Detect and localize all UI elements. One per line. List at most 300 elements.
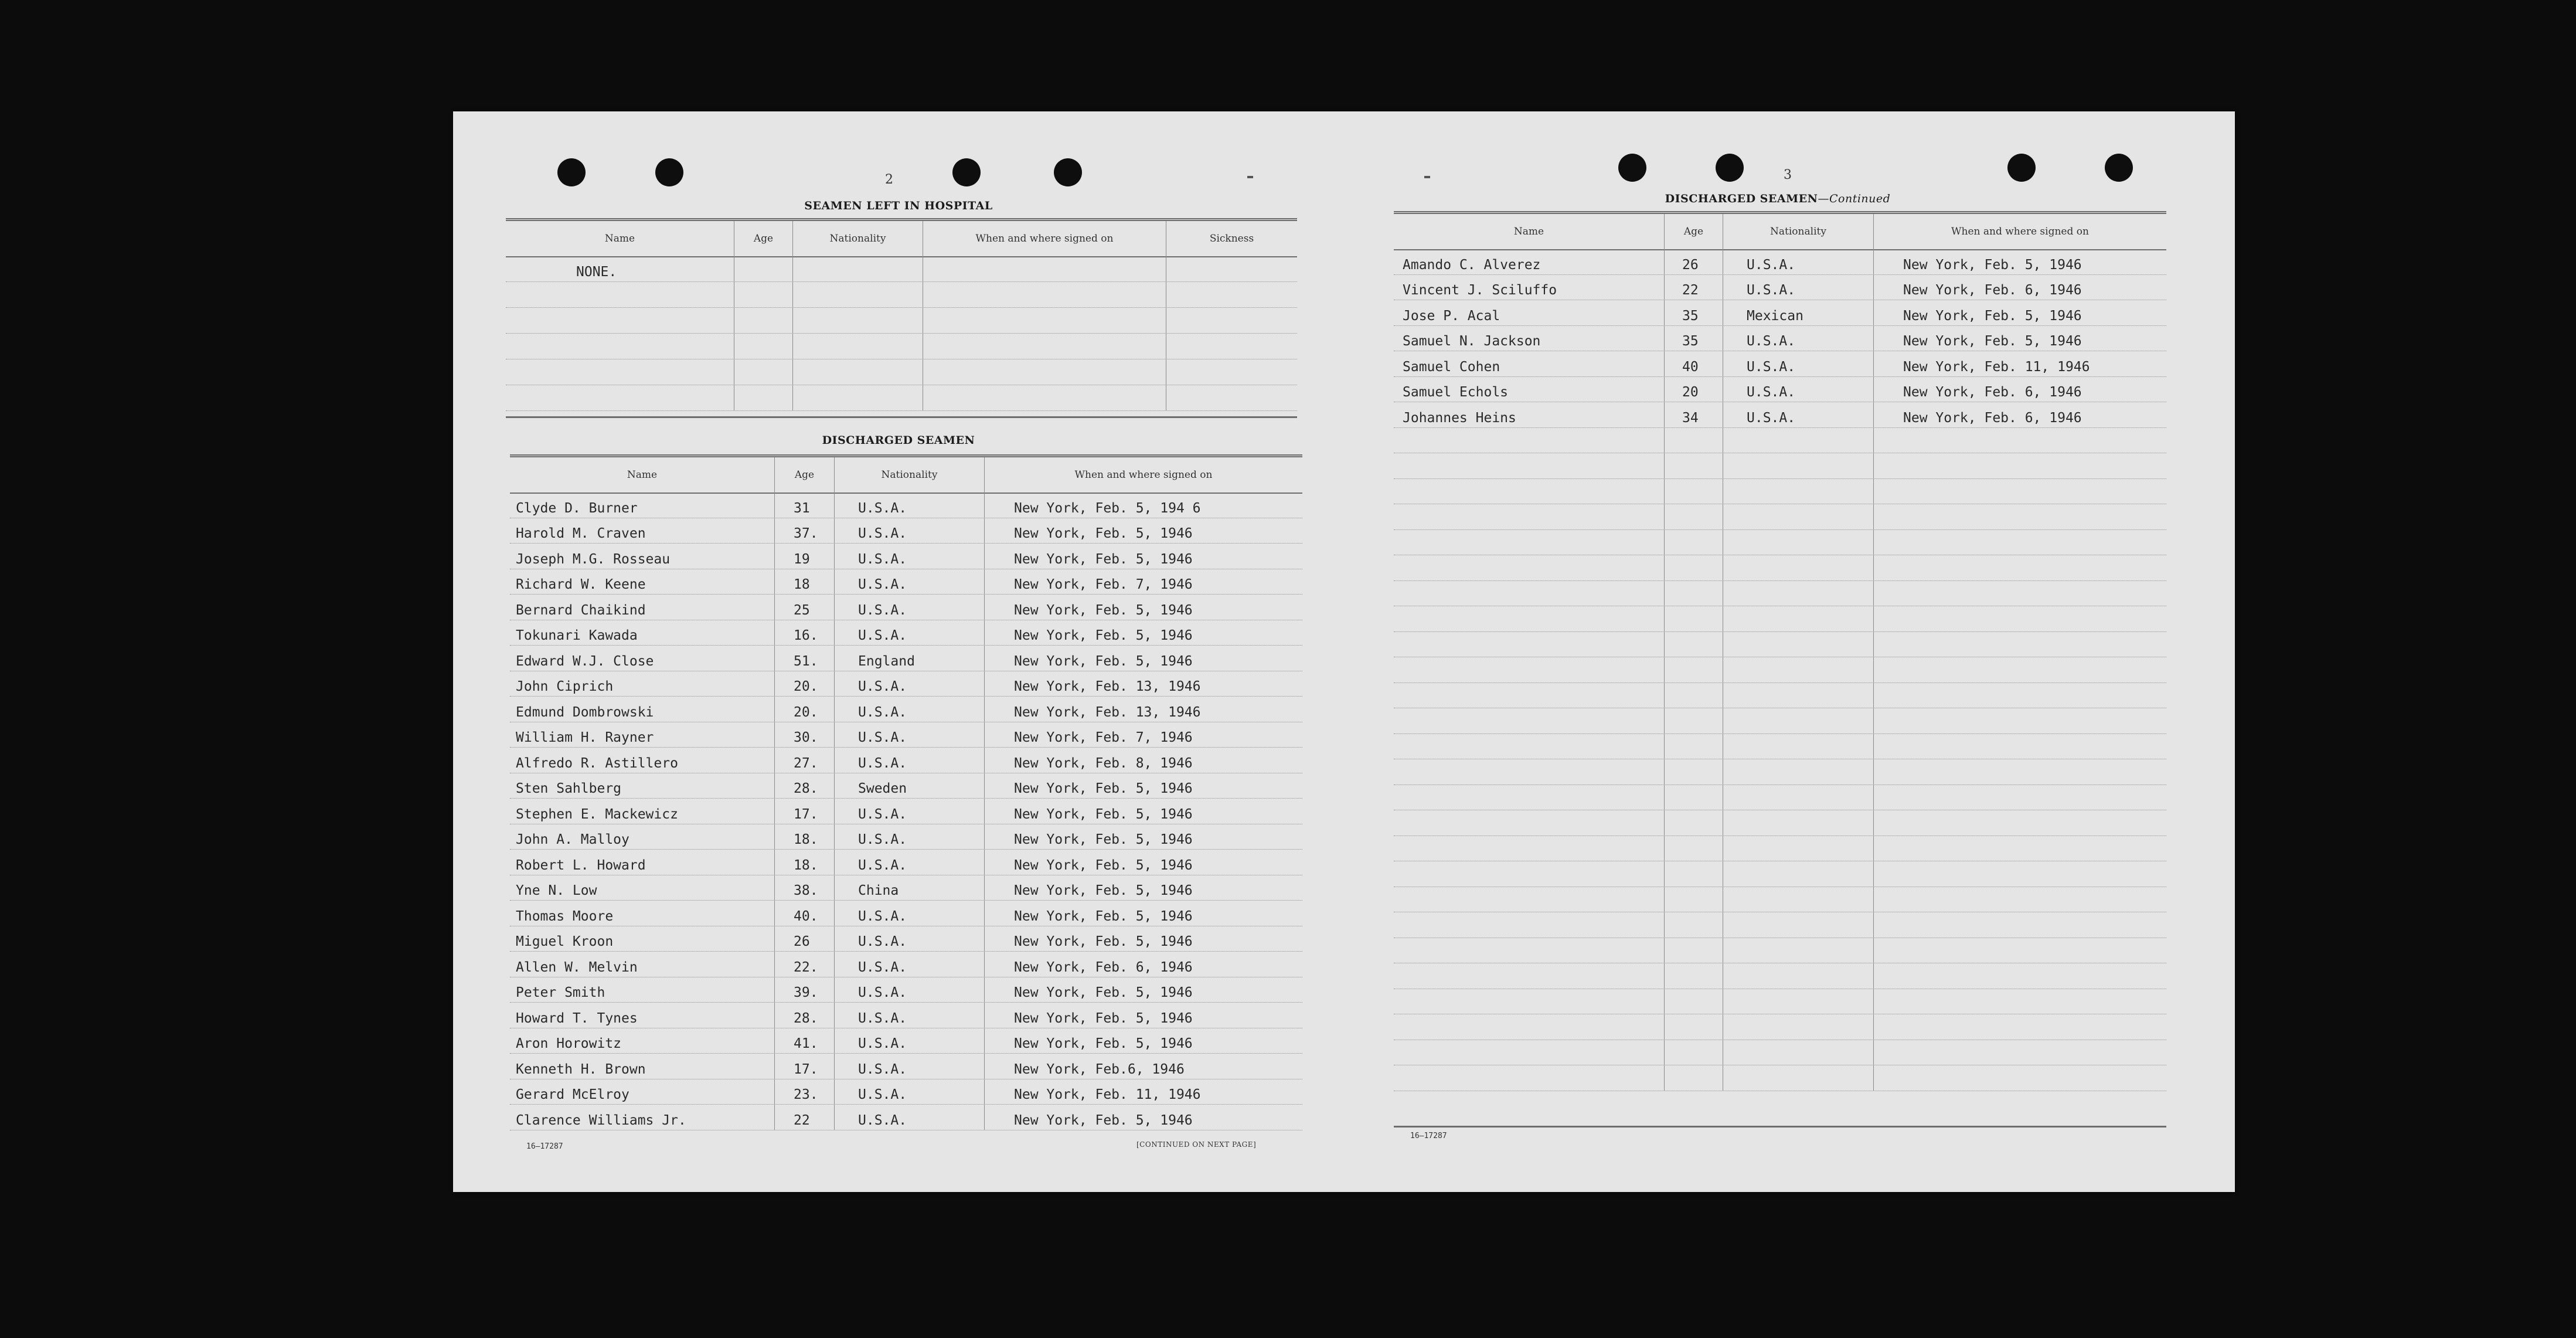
discharged-left-row	[510, 1028, 1302, 1054]
discharged-left-cell: Sten Sahlberg	[510, 773, 775, 799]
discharged-right-blank-cell	[1394, 938, 1665, 963]
discharged-right-blank-cell	[1723, 759, 1874, 785]
discharged-left-cell: Aron Horowitz	[510, 1028, 775, 1054]
discharged-right-blank-cell	[1874, 861, 2166, 887]
hospital-header-age: Age	[734, 221, 793, 256]
discharged-right-blank-row	[1394, 632, 2166, 658]
discharged-right-blank-cell	[1723, 606, 1874, 631]
hospital-row	[506, 385, 1297, 411]
discharged-left-cell: New York, Feb. 5, 1946	[1014, 628, 1193, 643]
hospital-cell	[734, 256, 793, 281]
discharged-right-blank-cell	[1874, 708, 2166, 733]
discharged-right-blank-row	[1394, 938, 2166, 964]
discharged-right-blank-cell	[1874, 1040, 2166, 1065]
hospital-cell	[1166, 334, 1297, 359]
discharged-table-right-body	[1394, 249, 2166, 1091]
discharged-right-cell: New York, Feb. 5, 1946	[1903, 257, 2082, 273]
hospital-row	[506, 334, 1297, 359]
discharged-right-blank-row	[1394, 479, 2166, 505]
discharged-header-signed-on: When and where signed on	[1074, 469, 1213, 481]
discharged-right-blank-row	[1394, 836, 2166, 862]
discharged-right-row	[1394, 275, 2166, 301]
discharged-right-cell: New York, Feb. 5, 1946	[1903, 308, 2082, 324]
discharged-right-blank-cell	[1394, 428, 1665, 453]
discharged-right-cell: Samuel Cohen	[1394, 351, 1665, 376]
hospital-header-nationality: Nationality	[793, 221, 923, 256]
discharged-right-blank-row	[1394, 453, 2166, 479]
hospital-cell	[1166, 308, 1297, 333]
discharged-right-header-name: Name	[1394, 214, 1665, 249]
hospital-header-sickness: Sickness	[1209, 233, 1254, 244]
hospital-cell: NONE.	[506, 256, 734, 281]
hospital-cell	[923, 385, 1166, 410]
discharged-right-blank-cell	[1874, 632, 2166, 657]
discharged-right-blank-cell	[1665, 887, 1723, 912]
discharged-left-cell: Bernard Chaikind	[510, 595, 775, 620]
hospital-title: SEAMEN LEFT IN HOSPITAL	[804, 199, 993, 212]
discharged-right-blank-cell	[1665, 759, 1723, 785]
discharged-left-cell: Peter Smith	[510, 977, 775, 1003]
discharged-right-blank-cell	[1665, 479, 1723, 504]
discharged-right-blank-row	[1394, 1065, 2166, 1091]
discharged-right-blank-row	[1394, 861, 2166, 887]
punch-hole	[2007, 154, 2036, 182]
discharged-header-left	[510, 454, 1302, 494]
discharged-left-cell: Clyde D. Burner	[510, 493, 775, 518]
discharged-right-blank-cell	[1723, 708, 1874, 733]
discharged-right-blank-cell	[1874, 657, 2166, 682]
discharged-left-cell: John Ciprich	[510, 671, 775, 697]
discharged-right-blank-cell	[1874, 734, 2166, 759]
hospital-header-name: Name	[506, 221, 734, 256]
discharged-right-cell: New York, Feb. 6, 1946	[1903, 410, 2082, 426]
discharged-left-row	[510, 773, 1302, 799]
discharged-left-cell: John A. Malloy	[510, 824, 775, 850]
form-number-left: 16—17287	[526, 1142, 563, 1151]
discharged-right-blank-row	[1394, 581, 2166, 607]
discharged-right-cell: 22	[1665, 275, 1723, 300]
hospital-cell	[734, 359, 793, 385]
discharged-right-blank-cell	[1723, 683, 1874, 708]
discharged-right-blank-cell	[1874, 581, 2166, 606]
hospital-cell	[793, 308, 923, 333]
hospital-cell	[793, 282, 923, 307]
discharged-left-cell: Howard T. Tynes	[510, 1003, 775, 1028]
discharged-right-blank-cell	[1874, 504, 2166, 529]
discharged-left-cell: U.S.A.	[835, 722, 985, 748]
hospital-cell	[923, 334, 1166, 359]
discharged-right-blank-cell	[1394, 530, 1665, 555]
discharged-left-cell: U.S.A.	[835, 901, 985, 926]
discharged-right-cell: 40	[1665, 351, 1723, 376]
discharged-right-blank-cell	[1874, 963, 2166, 989]
discharged-right-blank-cell	[1394, 887, 1665, 912]
discharged-right-cell: 26	[1665, 249, 1723, 274]
discharged-left-cell: Edmund Dombrowski	[510, 697, 775, 722]
discharged-left-row	[510, 646, 1302, 671]
discharged-left-cell: New York, Feb. 5, 1946	[1014, 781, 1193, 796]
discharged-left-cell: 20.	[775, 671, 835, 697]
discharged-left-cell: 25	[775, 595, 835, 620]
discharged-right-blank-cell	[1394, 1065, 1665, 1091]
discharged-left-cell: 28.	[775, 773, 835, 799]
discharged-right-blank-cell	[1723, 632, 1874, 657]
discharged-left-cell: U.S.A.	[835, 850, 985, 875]
discharged-left-cell: 28.	[775, 1003, 835, 1028]
discharged-right-row	[1394, 377, 2166, 403]
discharged-header-name: Name	[510, 457, 775, 493]
discharged-right-blank-cell	[1723, 530, 1874, 555]
discharged-right-blank-cell	[1874, 989, 2166, 1014]
discharged-right-blank-row	[1394, 708, 2166, 734]
discharged-right-blank-cell	[1394, 581, 1665, 606]
discharged-left-row	[510, 671, 1302, 697]
discharged-right-blank-cell	[1723, 1040, 1874, 1065]
discharged-right-blank-row	[1394, 428, 2166, 454]
discharged-right-blank-cell	[1394, 759, 1665, 785]
discharged-right-row	[1394, 402, 2166, 428]
discharged-right-cell: New York, Feb. 6, 1946	[1903, 385, 2082, 400]
hospital-cell	[923, 256, 1166, 281]
discharged-left-cell: Clarence Williams Jr.	[510, 1105, 775, 1130]
discharged-left-cell: 18.	[775, 850, 835, 875]
discharged-right-blank-cell	[1665, 657, 1723, 682]
hospital-cell	[923, 359, 1166, 385]
discharged-right-cell: Samuel Echols	[1394, 377, 1665, 402]
discharged-right-blank-cell	[1665, 810, 1723, 836]
discharged-right-row	[1394, 351, 2166, 377]
discharged-left-cell: Allen W. Melvin	[510, 952, 775, 977]
discharged-left-cell: Alfredo R. Astillero	[510, 748, 775, 773]
discharged-left-cell: England	[835, 646, 985, 671]
discharged-left-cell: Tokunari Kawada	[510, 620, 775, 646]
discharged-right-blank-cell	[1665, 708, 1723, 733]
discharged-right-blank-cell	[1874, 555, 2166, 580]
discharged-left-cell: U.S.A.	[835, 595, 985, 620]
discharged-left-cell: New York, Feb. 5, 1946	[1014, 832, 1193, 847]
discharged-left-cell: Kenneth H. Brown	[510, 1054, 775, 1079]
discharged-right-blank-cell	[1394, 963, 1665, 989]
discharged-right-blank-cell	[1665, 530, 1723, 555]
discharged-left-row	[510, 926, 1302, 952]
discharged-left-cell: China	[835, 875, 985, 901]
discharged-left-cell: New York, Feb. 5, 1946	[1014, 806, 1193, 822]
discharged-right-blank-cell	[1665, 632, 1723, 657]
discharged-right-blank-cell	[1723, 836, 1874, 861]
punch-hole	[655, 158, 683, 186]
discharged-right-cell: U.S.A.	[1723, 402, 1874, 427]
punch-hole	[2105, 154, 2133, 182]
discharged-right-blank-cell	[1665, 734, 1723, 759]
discharged-left-cell: New York, Feb. 5, 1946	[1014, 857, 1193, 873]
discharged-left-cell: New York, Feb. 5, 1946	[1014, 1010, 1193, 1026]
discharged-left-row	[510, 1054, 1302, 1079]
discharged-right-blank-cell	[1394, 785, 1665, 810]
page-number-right: 3	[1784, 168, 1792, 182]
discharged-left-cell: New York, Feb. 5, 1946	[1014, 934, 1193, 949]
discharged-right-blank-cell	[1723, 989, 1874, 1014]
discharged-right-blank-cell	[1665, 581, 1723, 606]
hospital-cell	[793, 256, 923, 281]
discharged-right-blank-cell	[1394, 657, 1665, 682]
hospital-cell	[506, 385, 734, 410]
discharged-left-row	[510, 1105, 1302, 1130]
discharged-right-blank-cell	[1394, 632, 1665, 657]
hospital-table-body	[506, 256, 1297, 411]
discharged-right-cell: Amando C. Alverez	[1394, 249, 1665, 274]
discharged-right-blank-cell	[1723, 581, 1874, 606]
discharged-right-blank-cell	[1394, 861, 1665, 887]
discharged-right-blank-cell	[1394, 836, 1665, 861]
discharged-left-cell: 40.	[775, 901, 835, 926]
discharged-right-blank-row	[1394, 759, 2166, 785]
discharged-right-blank-cell	[1394, 734, 1665, 759]
discharged-title-left: DISCHARGED SEAMEN	[822, 434, 975, 447]
hospital-cell	[1166, 282, 1297, 307]
discharged-right-cell: 34	[1665, 402, 1723, 427]
right-table-bottom-rule	[1394, 1126, 2166, 1128]
discharged-left-row	[510, 595, 1302, 620]
discharged-left-cell: U.S.A.	[835, 799, 985, 824]
discharged-left-cell: 23.	[775, 1079, 835, 1105]
discharged-left-cell: U.S.A.	[835, 620, 985, 646]
discharged-right-blank-cell	[1665, 1065, 1723, 1091]
discharged-left-cell: 37.	[775, 518, 835, 544]
discharged-right-blank-cell	[1874, 938, 2166, 963]
discharged-right-blank-cell	[1723, 938, 1874, 963]
discharged-right-cell: Johannes Heins	[1394, 402, 1665, 427]
discharged-left-row	[510, 1003, 1302, 1028]
discharged-left-row	[510, 544, 1302, 569]
discharged-left-cell: 20.	[775, 697, 835, 722]
discharged-right-blank-cell	[1394, 1040, 1665, 1065]
discharged-right-blank-cell	[1665, 683, 1723, 708]
discharged-header-nationality: Nationality	[835, 457, 985, 493]
discharged-right-blank-cell	[1665, 938, 1723, 963]
discharged-right-cell: New York, Feb. 11, 1946	[1903, 359, 2090, 375]
discharged-left-cell: U.S.A.	[835, 493, 985, 518]
hospital-cell	[1166, 256, 1297, 281]
discharged-left-cell: U.S.A.	[835, 518, 985, 544]
discharged-right-cell: 35	[1665, 326, 1723, 351]
discharged-left-cell: 26	[775, 926, 835, 952]
discharged-left-cell: 41.	[775, 1028, 835, 1054]
discharged-right-cell: U.S.A.	[1723, 326, 1874, 351]
discharged-right-blank-cell	[1874, 912, 2166, 938]
discharged-left-cell: New York, Feb. 5, 1946	[1014, 985, 1193, 1000]
discharged-right-blank-cell	[1723, 861, 1874, 887]
discharged-right-blank-cell	[1394, 479, 1665, 504]
fold-mark	[1424, 176, 1430, 178]
discharged-right-cell: New York, Feb. 6, 1946	[1903, 283, 2082, 298]
discharged-left-cell: New York, Feb. 7, 1946	[1014, 730, 1193, 745]
discharged-right-blank-cell	[1665, 606, 1723, 631]
discharged-right-blank-cell	[1665, 428, 1723, 453]
discharged-right-blank-cell	[1723, 555, 1874, 580]
hospital-bottom-rule	[506, 416, 1297, 418]
discharged-right-blank-row	[1394, 555, 2166, 581]
discharged-left-cell: New York, Feb. 5, 1946	[1014, 908, 1193, 924]
discharged-right-blank-cell	[1394, 1014, 1665, 1040]
discharged-right-blank-cell	[1665, 504, 1723, 529]
continued-on-next-page: [CONTINUED ON NEXT PAGE]	[1136, 1140, 1257, 1149]
hospital-row	[506, 308, 1297, 334]
discharged-left-cell: Joseph M.G. Rosseau	[510, 544, 775, 569]
discharged-right-header-nationality: Nationality	[1723, 214, 1874, 249]
discharged-right-blank-cell	[1723, 428, 1874, 453]
discharged-left-cell: Robert L. Howard	[510, 850, 775, 875]
discharged-right-blank-cell	[1394, 683, 1665, 708]
hospital-row	[506, 359, 1297, 385]
discharged-title-right-suffix: —Continued	[1818, 192, 1891, 205]
discharged-left-cell: New York, Feb.6, 1946	[1014, 1061, 1185, 1077]
discharged-left-cell: U.S.A.	[835, 1003, 985, 1028]
discharged-right-blank-row	[1394, 734, 2166, 760]
discharged-right-blank-cell	[1394, 606, 1665, 631]
discharged-left-cell: 17.	[775, 1054, 835, 1079]
discharged-left-row	[510, 1079, 1302, 1105]
discharged-right-cell: Vincent J. Sciluffo	[1394, 275, 1665, 300]
hospital-row	[506, 256, 1297, 282]
hospital-cell	[793, 334, 923, 359]
discharged-left-cell: New York, Feb. 8, 1946	[1014, 755, 1193, 771]
form-number-right: 16—17287	[1410, 1132, 1447, 1140]
discharged-left-cell: 17.	[775, 799, 835, 824]
discharged-right-blank-row	[1394, 657, 2166, 683]
hospital-cell	[506, 308, 734, 333]
discharged-left-row	[510, 722, 1302, 748]
hospital-header	[506, 218, 1297, 257]
discharged-right-cell: New York, Feb. 5, 1946	[1903, 334, 2082, 349]
discharged-title-right	[1602, 192, 1954, 205]
discharged-right-blank-cell	[1394, 453, 1665, 478]
discharged-right-blank-cell	[1723, 887, 1874, 912]
discharged-left-cell: 38.	[775, 875, 835, 901]
discharged-right-blank-cell	[1665, 453, 1723, 478]
discharged-left-cell: 30.	[775, 722, 835, 748]
discharged-header-age: Age	[775, 457, 835, 493]
discharged-left-row	[510, 493, 1302, 518]
discharged-right-blank-cell	[1874, 530, 2166, 555]
hospital-cell	[734, 385, 793, 410]
discharged-right-blank-cell	[1394, 504, 1665, 529]
discharged-left-cell: 51.	[775, 646, 835, 671]
discharged-right-blank-cell	[1723, 504, 1874, 529]
discharged-right-blank-cell	[1874, 606, 2166, 631]
hospital-header-signed-on: When and where signed on	[923, 221, 1166, 256]
discharged-right-row	[1394, 249, 2166, 275]
discharged-right-blank-cell	[1665, 555, 1723, 580]
document-sheet	[453, 111, 2235, 1192]
hospital-cell	[1166, 385, 1297, 410]
hospital-cell	[793, 385, 923, 410]
discharged-right-blank-cell	[1723, 453, 1874, 478]
discharged-left-cell: U.S.A.	[835, 697, 985, 722]
discharged-right-blank-cell	[1723, 810, 1874, 836]
discharged-left-cell: U.S.A.	[835, 1105, 985, 1130]
discharged-right-blank-cell	[1665, 989, 1723, 1014]
discharged-left-cell: U.S.A.	[835, 1028, 985, 1054]
discharged-right-blank-cell	[1394, 555, 1665, 580]
discharged-left-cell: New York, Feb. 7, 1946	[1014, 577, 1193, 592]
discharged-left-row	[510, 799, 1302, 824]
discharged-right-blank-row	[1394, 683, 2166, 709]
discharged-right-blank-row	[1394, 810, 2166, 836]
punch-hole	[1716, 154, 1744, 182]
discharged-right-blank-row	[1394, 606, 2166, 632]
discharged-left-cell: New York, Feb. 5, 1946	[1014, 551, 1193, 567]
discharged-left-cell: New York, Feb. 5, 1946	[1014, 602, 1193, 618]
discharged-left-row	[510, 824, 1302, 850]
discharged-right-blank-row	[1394, 989, 2166, 1015]
discharged-right-blank-cell	[1723, 912, 1874, 938]
discharged-right-blank-cell	[1723, 479, 1874, 504]
discharged-left-row	[510, 952, 1302, 977]
discharged-right-cell: U.S.A.	[1723, 275, 1874, 300]
discharged-left-cell: New York, Feb. 5, 1946	[1014, 883, 1193, 898]
hospital-cell	[1166, 359, 1297, 385]
discharged-left-cell: 39.	[775, 977, 835, 1003]
discharged-right-cell: Mexican	[1723, 300, 1874, 325]
discharged-right-blank-row	[1394, 504, 2166, 530]
hospital-cell	[923, 308, 1166, 333]
hospital-cell	[734, 308, 793, 333]
discharged-right-blank-cell	[1874, 453, 2166, 478]
discharged-left-cell: New York, Feb. 5, 1946	[1014, 526, 1193, 541]
discharged-right-blank-cell	[1723, 1065, 1874, 1091]
discharged-left-row	[510, 518, 1302, 544]
discharged-right-blank-cell	[1394, 810, 1665, 836]
discharged-right-blank-cell	[1723, 1014, 1874, 1040]
discharged-right-blank-cell	[1723, 785, 1874, 810]
discharged-right-blank-row	[1394, 785, 2166, 811]
discharged-right-cell: U.S.A.	[1723, 377, 1874, 402]
discharged-left-cell: U.S.A.	[835, 671, 985, 697]
discharged-left-cell: 19	[775, 544, 835, 569]
discharged-right-blank-cell	[1665, 861, 1723, 887]
discharged-left-cell: U.S.A.	[835, 1079, 985, 1105]
discharged-right-blank-cell	[1874, 1065, 2166, 1091]
discharged-left-row	[510, 977, 1302, 1003]
discharged-right-blank-cell	[1874, 887, 2166, 912]
discharged-left-cell: U.S.A.	[835, 748, 985, 773]
discharged-right-blank-cell	[1874, 836, 2166, 861]
discharged-left-cell: Edward W.J. Close	[510, 646, 775, 671]
discharged-left-cell: New York, Feb. 5, 1946	[1014, 1112, 1193, 1128]
discharged-left-cell: U.S.A.	[835, 544, 985, 569]
discharged-right-blank-cell	[1874, 785, 2166, 810]
punch-hole	[1618, 154, 1646, 182]
discharged-left-cell: New York, Feb. 5, 194 6	[1014, 500, 1201, 516]
discharged-left-cell: U.S.A.	[835, 977, 985, 1003]
discharged-left-cell: New York, Feb. 6, 1946	[1014, 959, 1193, 975]
discharged-right-blank-cell	[1665, 1014, 1723, 1040]
discharged-left-row	[510, 748, 1302, 773]
discharged-left-row	[510, 875, 1302, 901]
discharged-left-cell: 18.	[775, 824, 835, 850]
discharged-right-blank-cell	[1394, 912, 1665, 938]
discharged-left-row	[510, 697, 1302, 722]
discharged-right-blank-cell	[1394, 708, 1665, 733]
discharged-right-blank-cell	[1874, 683, 2166, 708]
discharged-right-blank-cell	[1394, 989, 1665, 1014]
hospital-cell	[923, 282, 1166, 307]
discharged-right-cell: Samuel N. Jackson	[1394, 326, 1665, 351]
discharged-right-cell: 35	[1665, 300, 1723, 325]
discharged-left-cell: U.S.A.	[835, 569, 985, 595]
discharged-right-blank-row	[1394, 887, 2166, 913]
fold-mark	[1247, 176, 1253, 178]
